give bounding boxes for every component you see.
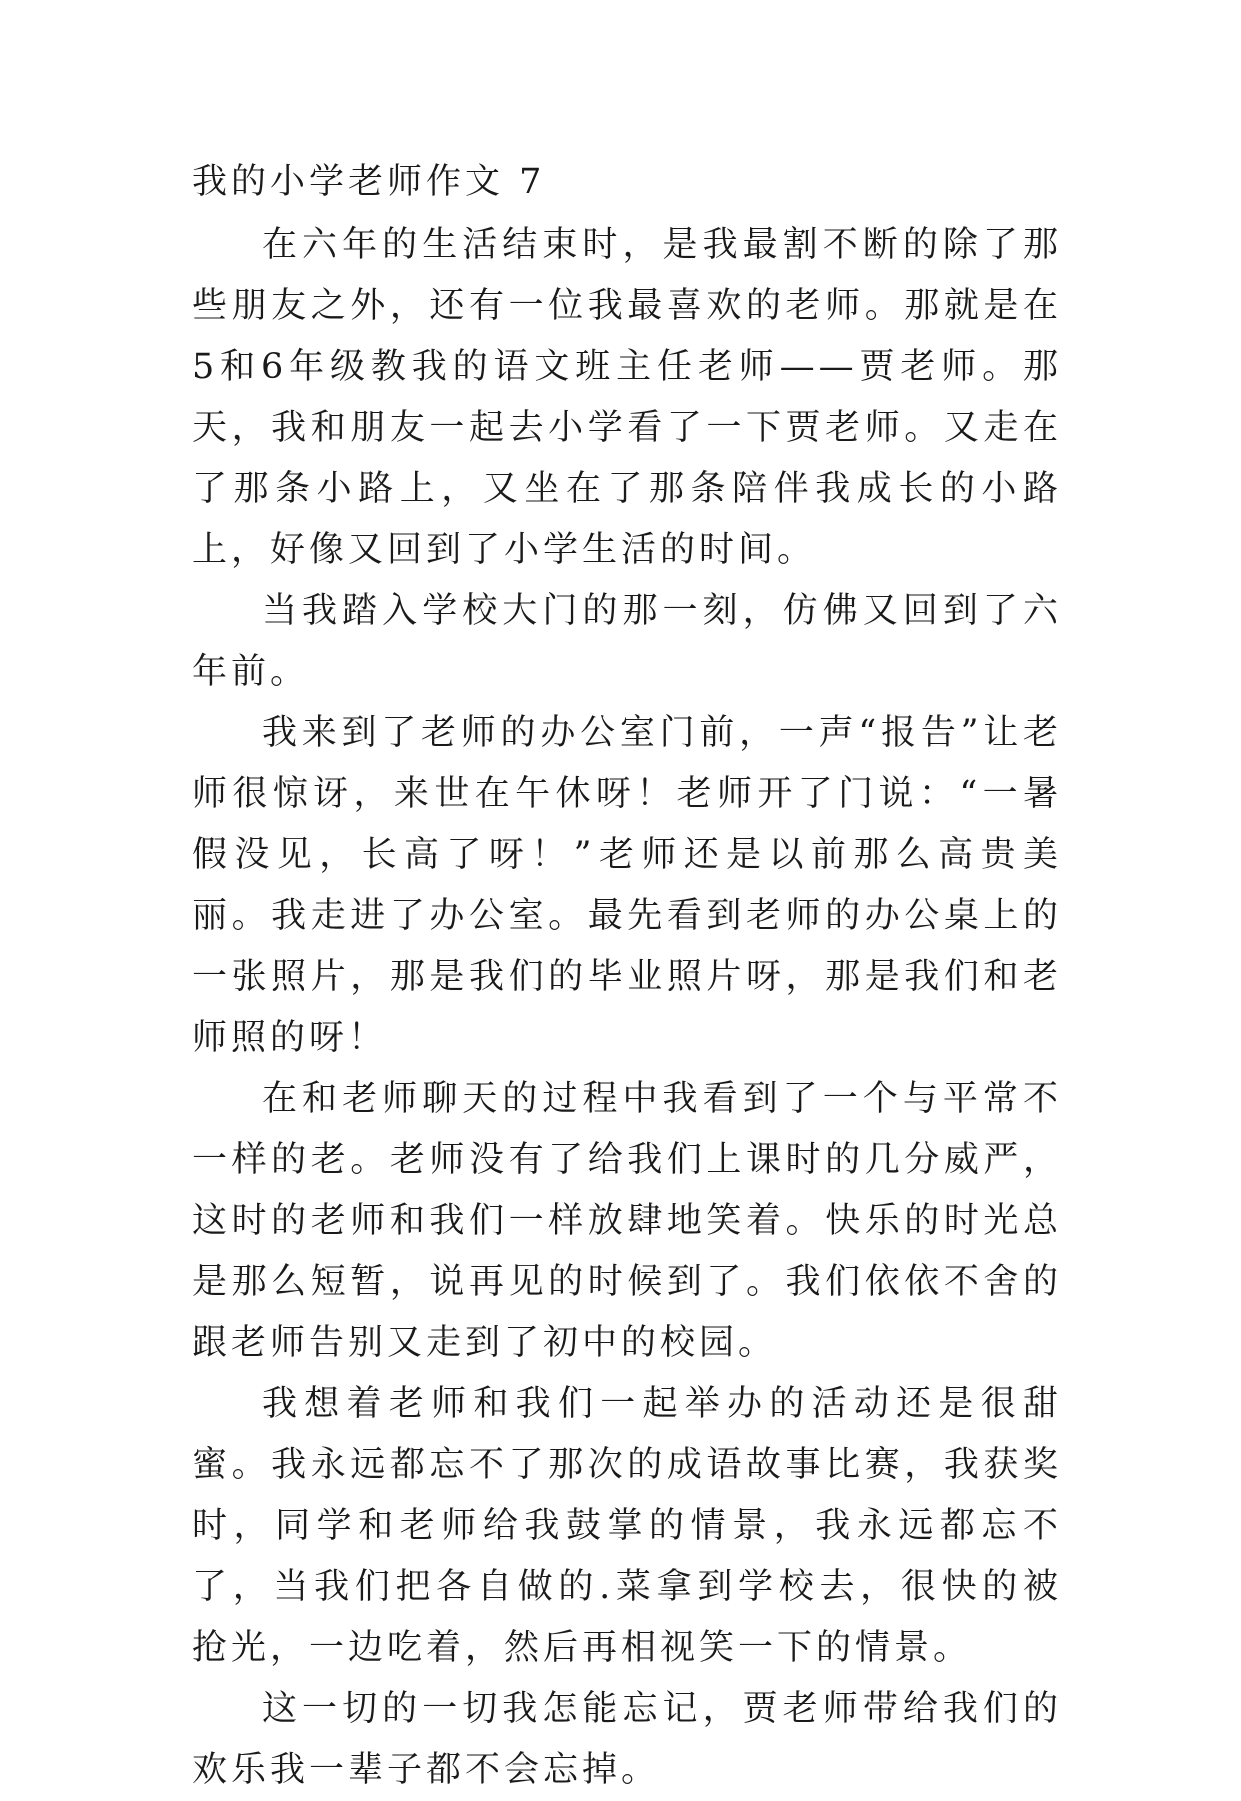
paragraph-4: 在和老师聊天的过程中我看到了一个与平常不一样的老。老师没有了给我们上课时的几分威严，这时的老师和我们一样放肆地笑着。快乐的时光总是那么短暂，说再见的时候到了。我们依依不舍的跟老师告别又走到了初中的校园。 xyxy=(192,1079,1062,1363)
paragraph-3: 我来到了老师的办公室门前，一声“报告”让老师很惊讶，来世在午休呀！老师开了门说：“一暑假没见，长高了呀！”老师还是以前那么高贵美丽。我走进了办公室。最先看到老师的办公桌上的一张照片，那是我们的毕业照片呀，那是我们和老师照的呀！ xyxy=(192,713,1062,1058)
paragraph-6: 这一切的一切我怎能忘记，贾老师带给我们的欢乐我一辈子都不会忘掉。 xyxy=(192,1689,1062,1790)
essay-title: 我的小学老师作文 7 xyxy=(192,162,546,202)
paragraph-1: 在六年的生活结束时，是我最割不断的除了那些朋友之外，还有一位我最喜欢的老师。那就是在5和6年级教我的语文班主任老师——贾老师。那天，我和朋友一起去小学看了一下贾老师。又走在了那条小路上，又坐在了那条陪伴我成长的小路上，好像又回到了小学生活的时间。 xyxy=(192,225,1062,570)
essay-body xyxy=(192,152,1062,1801)
paragraph-2: 当我踏入学校大门的那一刻，仿佛又回到了六年前。 xyxy=(192,591,1062,692)
paragraph-5: 我想着老师和我们一起举办的活动还是很甜蜜。我永远都忘不了那次的成语故事比赛，我获奖时，同学和老师给我鼓掌的情景，我永远都忘不了，当我们把各自做的.菜拿到学校去，很快的被抢光，一边吃着，然后再相视笑一下的情景。 xyxy=(192,1384,1062,1668)
